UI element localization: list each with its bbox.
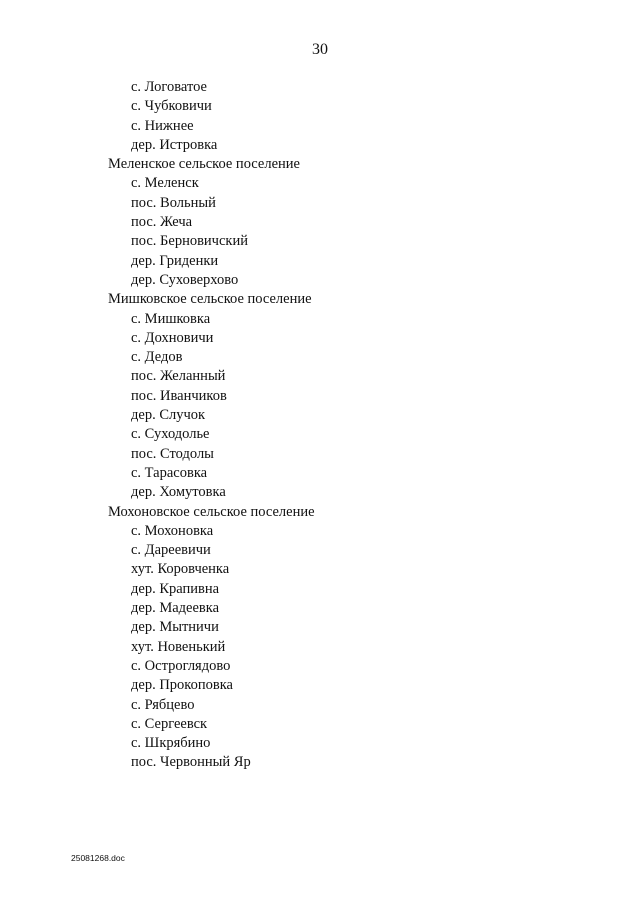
locality-item: с. Сергеевск <box>131 715 208 732</box>
locality-item: пос. Берновичский <box>131 233 248 250</box>
locality-item: пос. Иванчиков <box>131 387 227 404</box>
page-number: 30 <box>312 41 328 58</box>
locality-item: с. Дохновичи <box>131 329 214 346</box>
locality-item: дер. Мадеевка <box>131 600 219 617</box>
locality-item: с. Меленск <box>131 175 199 192</box>
locality-item: дер. Истровка <box>131 136 218 153</box>
locality-item: с. Дедов <box>131 349 183 366</box>
locality-item: с. Мохоновка <box>131 522 214 539</box>
locality-item: пос. Червонный Яр <box>131 754 251 771</box>
locality-item: с. Логоватое <box>131 79 207 95</box>
locality-item: пос. Жеча <box>131 214 193 231</box>
locality-item: с. Рябцево <box>131 696 195 713</box>
locality-item: с. Суходолье <box>131 426 210 443</box>
settlement-heading: Мохоновское сельское поселение <box>108 503 315 520</box>
locality-item: хут. Новенький <box>131 638 226 655</box>
locality-item: с. Остроглядово <box>131 657 231 674</box>
settlement-list <box>0 78 640 773</box>
locality-item: с. Мишковка <box>131 310 211 327</box>
locality-item: дер. Крапивна <box>131 580 220 597</box>
locality-item: с. Тарасовка <box>131 464 208 481</box>
locality-item: пос. Желанный <box>131 368 226 385</box>
locality-item: с. Дареевичи <box>131 542 211 559</box>
locality-item: дер. Мытничи <box>131 619 219 636</box>
locality-item: с. Чубковичи <box>131 98 212 115</box>
locality-item: пос. Вольный <box>131 194 216 211</box>
locality-item: с. Шкрябино <box>131 735 211 752</box>
locality-item: дер. Хомутовка <box>131 484 226 501</box>
locality-item: дер. Случок <box>131 407 206 424</box>
locality-item: дер. Прокоповка <box>131 677 233 694</box>
settlement-heading: Меленское сельское поселение <box>108 156 300 173</box>
locality-item: с. Нижнее <box>131 117 194 134</box>
locality-item: дер. Гриденки <box>131 252 219 269</box>
locality-item: дер. Суховерхово <box>131 271 239 288</box>
document-filename: 25081268.doc <box>71 853 125 863</box>
settlement-heading: Мишковское сельское поселение <box>108 291 312 308</box>
locality-item: хут. Коровченка <box>131 561 230 578</box>
locality-item: пос. Стодолы <box>131 445 214 462</box>
